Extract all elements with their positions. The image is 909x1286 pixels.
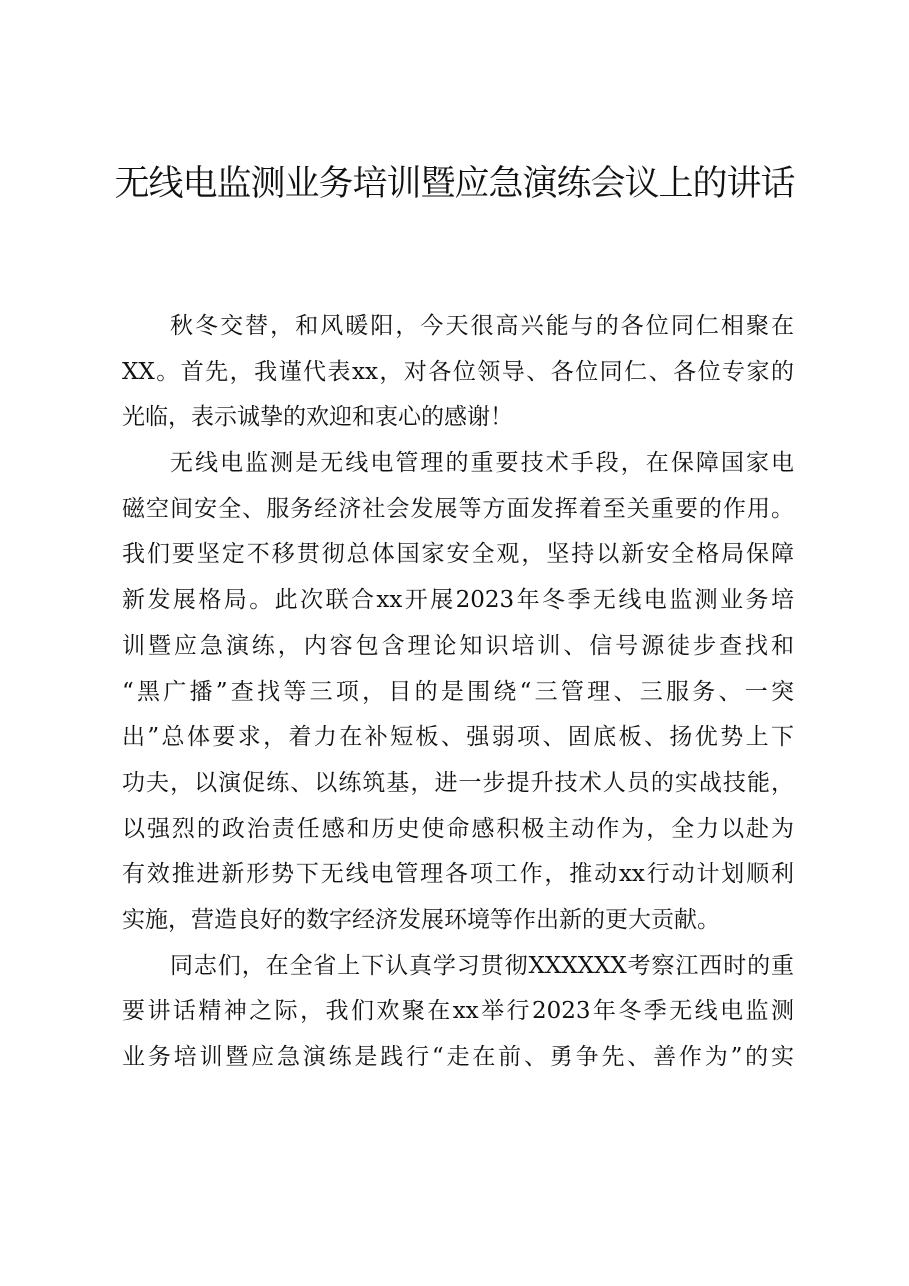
paragraph-welcome [122,304,794,441]
paragraph-monitoring [122,441,794,944]
paragraph-line: 同志们，在全省上下认真学习贯彻XXXXXX考察江西时的重 [170,952,794,979]
document-title: 无线电监测业务培训暨应急演练会议上的讲话 [114,164,795,204]
paragraph-line: 训暨应急演练，内容包含理论知识培训、信号源徒步查找和 [122,632,794,659]
paragraph-line: 无线电监测是无线电管理的重要技术手段，在保障国家电 [170,450,794,477]
paragraph-line: 我们要坚定不移贯彻总体国家安全观，坚持以新安全格局保障 [122,541,794,568]
document-body [122,304,794,1081]
paragraph-line: “黑广播”查找等三项，目的是围绕“三管理、三服务、一突 [122,678,794,705]
paragraph-line: 实施，营造良好的数字经济发展环境等作出新的更大贡献。 [122,906,720,933]
paragraph-line: 新发展格局。此次联合xx开展2023年冬季无线电监测业务培 [122,587,794,614]
paragraph-line: 光临，表示诚挚的欢迎和衷心的感谢！ [122,404,513,431]
paragraph-comrades [122,944,794,1081]
paragraph-line: 业务培训暨应急演练是践行“走在前、勇争先、善作为”的实 [122,1044,794,1070]
paragraph-line: 以强烈的政治责任感和历史使命感积极主动作为，全力以赴为 [122,815,794,842]
paragraph-line: 功夫，以演促练、以练筑基，进一步提升技术人员的实战技能， [122,769,794,796]
paragraph-line: 有效推进新形势下无线电管理各项工作，推动xx行动计划顺利 [122,861,794,888]
paragraph-line: 出”总体要求，着力在补短板、强弱项、固底板、扬优势上下 [122,724,794,751]
paragraph-line: 要讲话精神之际，我们欢聚在xx举行2023年冬季无线电监测 [122,998,794,1025]
paragraph-line: XX。首先，我谨代表xx，对各位领导、各位同仁、各位专家的 [122,358,794,385]
paragraph-line: 磁空间安全、服务经济社会发展等方面发挥着至关重要的作用。 [122,495,794,522]
paragraph-line: 秋冬交替，和风暖阳，今天很高兴能与的各位同仁相聚在 [170,313,794,339]
